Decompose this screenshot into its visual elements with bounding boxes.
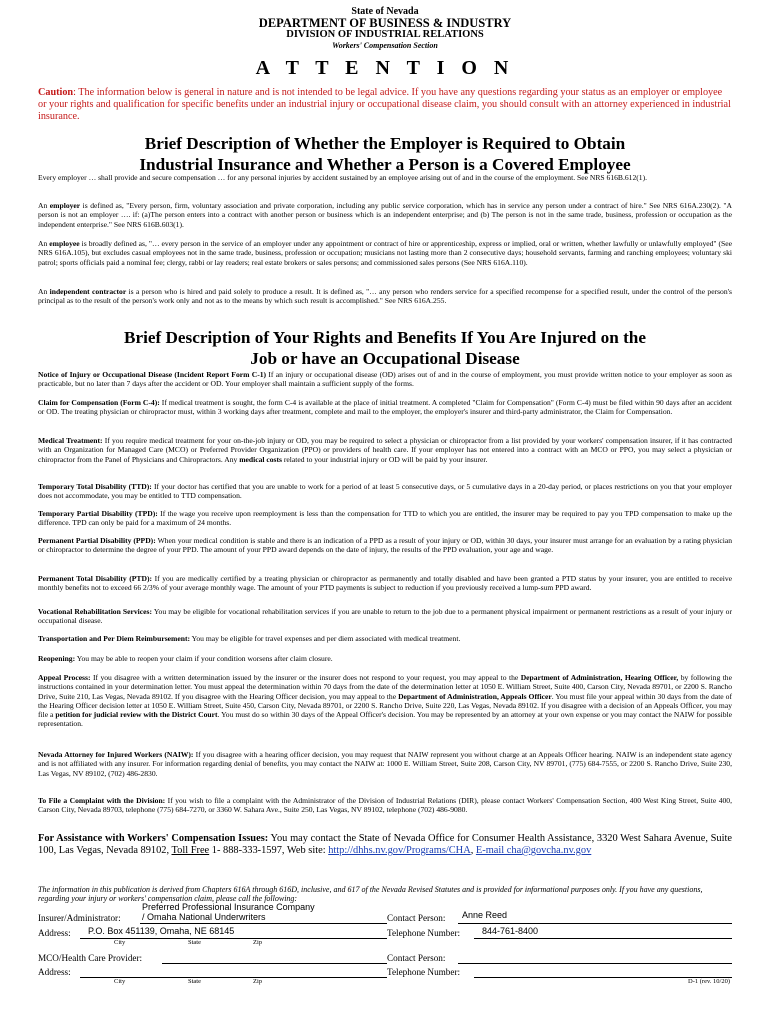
- header-department: DEPARTMENT OF BUSINESS & INDUSTRY: [258, 16, 512, 30]
- section1-paragraph-contractor: [38, 287, 732, 306]
- contact-person-label: Contact Person:: [387, 913, 446, 923]
- item-transportation: [38, 634, 732, 643]
- item-text: . You must file your appeal within 30 days from the date of the Hearing Officer decision letter at 1050 E. William Street, Suite 450, Carson City, Nevada 89701, or 2200 S. Rancho Drive, Suite 220, Las Vegas, Nevada 89102. If you disagree with a decision of an Appeals Officer, you may file a: [38, 691, 732, 720]
- item-bold: Notice of Injury or Occupational Disease (Incident Report Form C-1): [38, 370, 267, 379]
- p4-pre: An: [38, 287, 50, 296]
- item-text: If medical treatment is sought, the form C-4 is available at the place of initial treatment. A completed "Claim for Compensation" (Form C-4) must be filed within 90 days after an accident or OD. The treating physician or chiropractor must, within 3 working days after treatment, complete and mail to the employer, the employer's insurer and third-party administrator, the Claim for Compensation.: [38, 398, 733, 417]
- item-bold: petition for judicial review with the District Court: [55, 710, 218, 720]
- item-text: . You must do so within 30 days of the Appeal Officer's decision. You may be represented by an attorney at your own expense or you may contact the NAIW for possible representation.: [38, 710, 732, 729]
- section2-title-line1: Brief Description of Your Rights and Benefits If You Are Injured on the: [123, 328, 646, 347]
- city2-label: City: [114, 978, 126, 985]
- zip2-label: Zip: [253, 978, 263, 985]
- cha-email-link[interactable]: E-mail cha@govcha.nv.gov: [475, 845, 592, 856]
- item-text: If you require medical treatment for your on-the-job injury or OD, you may be required to select a physician or chiropractor from a list provided by your workers' compensation insurer, if it has contracted with an Organization for Managed Care (MCO) or Preferred Provider Organization (PPO) or providers of health care. If your employer has not entered into a contract with an MCO or PPO, you may select a physician or chiropractor from the Panel of Physicians and Chiropractors. Any: [38, 436, 732, 464]
- contact-person-line: [458, 923, 732, 924]
- item-bold: Nevada Attorney for Injured Workers (NAIW):: [38, 750, 194, 759]
- telephone-line: [474, 938, 732, 939]
- assistance-text3: ,: [470, 845, 476, 856]
- toll-free-label: Toll Free: [171, 845, 210, 856]
- p3-pre: An: [38, 239, 50, 248]
- assistance-text2: 1- 888-333-1597, Web site:: [209, 845, 329, 856]
- item-text: If you are medically certified by a treating physician or chiropractor as permanently and totally disabled and have been granted a PTD status by your insurer, you are entitled to receive monthly benefits not to exceed 66 2/3% of your average monthly wage. The amount of your PTD payments is subject to reduction if you previously received a lump-sum PPD award.: [38, 574, 732, 593]
- address-line: [80, 938, 387, 939]
- insurer-line: [140, 923, 387, 924]
- p2-text: is defined as, "Every person, firm, voluntary association and private corporation, including any public service corporation, which has in service any person under a contract of hire." See NRS 616A.230(2). "A person is not an employer …. if: (a)The person enters into a contract with another person or business which is an independent enterprise; and (b) The person is not in the same trade, business, profession or occupation as the independent enterprise." See NRS 616B.603(1).: [38, 201, 732, 229]
- item-text: If the wage you receive upon reemployment is less than the compensation for TTD to which you are entitled, the insurer may be required to pay you TPD compensation to make up the difference. TPD can only be paid for a maximum of 24 months.: [38, 509, 732, 528]
- employee-term: employee: [49, 239, 80, 248]
- item-text: If your doctor has certified that you are unable to work for a period of at least 5 consecutive days, or 5 cumulative days in a 20-day period, or places restrictions on you that your employer does not accommodate, you may be entitled to TTD compensation.: [38, 482, 732, 501]
- section1-title: [38, 133, 732, 175]
- section1-paragraph-employee: [38, 239, 732, 267]
- item-appeal-process: [38, 673, 732, 729]
- address2-line[interactable]: [80, 977, 387, 978]
- state2-label: State: [188, 978, 201, 985]
- item-text: If an injury or occupational disease (OD) arises out of and in the course of employment, you must provide written notice to your employer as soon as practicable, but no later than 7 days after the accident or OD. Your employer shall maintain a sufficient supply of the forms.: [38, 370, 732, 389]
- section2-title: [38, 327, 732, 369]
- caution-label: Caution: [38, 87, 74, 98]
- item-ptd: [38, 574, 732, 593]
- contact-person2-line[interactable]: [458, 963, 732, 964]
- item-tpd: [38, 509, 732, 528]
- item-bold: Reopening:: [38, 654, 76, 663]
- footnote: The information in this publication is derived from Chapters 616A through 616D, inclusive, and 617 of the Nevada Revised Statutes and is provided for informational purposes only. If you have any questions, regarding your injury or workers' compensation claim, please call the following:: [38, 885, 703, 903]
- assistance-paragraph: [38, 833, 732, 857]
- item-claim-for-compensation: [38, 398, 732, 417]
- attention-heading: A T T E N T I O N: [255, 57, 515, 79]
- item-text: You may be eligible for travel expenses and per diem associated with medical treatment.: [190, 634, 461, 643]
- item-text: You may be able to reopen your claim if your condition worsens after claim closure.: [75, 654, 333, 663]
- item-bold: Transportation and Per Diem Reimbursement:: [38, 634, 191, 643]
- item-text: If you wish to file a complaint with the Administrator of the Division of Industrial Relations (DIR), please contact Workers' Compensation Section, 400 West King Street, Suite 400, Carson City, Nevada 89703, telephone (775) 684-7270, or 3360 W. Sahara Ave., Suite 250, Las Vegas, NV 89102, telephone (702) 486-9080.: [38, 796, 732, 815]
- form-code: D-1 (rev. 10/20): [688, 978, 730, 985]
- item-ttd: [38, 482, 732, 501]
- p2-pre: An: [38, 201, 50, 210]
- address2-label: Address:: [38, 967, 71, 977]
- item-bold: Permanent Total Disability (PTD):: [38, 574, 153, 583]
- state-label: State: [188, 939, 201, 946]
- item-bold: Appeal Process:: [38, 673, 91, 682]
- assistance-bold: For Assistance with Workers' Compensation Issues:: [38, 833, 269, 844]
- section1-title-line2: Industrial Insurance and Whether a Person is a Covered Employee: [139, 155, 631, 174]
- item-bold: Permanent Partial Disability (PPD):: [38, 536, 156, 545]
- item-bold: Medical Treatment:: [38, 436, 103, 445]
- item-text: If you disagree with a written determination issued by the insurer or the insurer does not respond to your request, you may appeal to the: [90, 673, 521, 682]
- telephone-label: Telephone Number:: [387, 928, 461, 938]
- item-file-complaint: [38, 796, 732, 815]
- item-bold: Temporary Total Disability (TTD):: [38, 482, 152, 491]
- address-field[interactable]: P.O. Box 451139, Omaha, NE 68145: [88, 926, 235, 936]
- insurer-label: Insurer/Administrator:: [38, 913, 121, 923]
- address-label: Address:: [38, 928, 71, 938]
- mco-label: MCO/Health Care Provider:: [38, 953, 143, 963]
- item-notice-of-injury: [38, 370, 732, 389]
- item-bold: Department of Administration, Hearing Officer,: [520, 673, 679, 682]
- caution-paragraph: [38, 87, 732, 123]
- telephone2-label: Telephone Number:: [387, 967, 461, 977]
- header-state: State of Nevada: [351, 6, 419, 17]
- telephone-field[interactable]: 844-761-8400: [482, 926, 539, 936]
- employer-term: employer: [49, 201, 81, 210]
- item-text: When your medical condition is stable and there is an indication of a PPD as a result of your injury or OD, within 30 days, your insurer must arrange for an evaluation by a rating physician or chiropractor to determine the degree of your PPD. The amount of your PPD award depends on the date of injury, the results of the PPD evaluation, your age and wage.: [38, 536, 732, 555]
- item-medical-treatment: [38, 436, 732, 464]
- section1-paragraph-1: Every employer … shall provide and secure compensation … for any personal injuries by accident sustained by an employee arising out of and in the course of the employment. See NRS 616B.612(1).: [38, 173, 648, 182]
- item-ppd: [38, 536, 732, 555]
- item-bold: Temporary Partial Disability (TPD):: [38, 509, 158, 518]
- p3-text: is broadly defined as, "… every person in the service of an employer under any appointment or contract of hire or apprenticeship, express or implied, oral or written, whether lawfully or unlawfully employed" (See NRS 616A.105), but excludes casual employees not in the same trade, business, profession or occupation; musicians not lasting more than 2 consecutive days; household servants, farming and ranching employees; voluntary ski patrol; sports officials paid a nominal fee; clergy, rabbi or lay readers; real estate brokers or sales persons; and commissioned sales persons (See NRS 616A.110).: [38, 239, 733, 267]
- city-label: City: [114, 939, 126, 946]
- item-text: If you disagree with a hearing officer decision, you may request that NAIW represent you without charge at an Appeals Officer hearing. NAIW is an independent state agency and is not affiliated with any insurer. For information regarding denial of benefits, you may contact the NAIW at: 1000 E. William Street, Suite 208, Carson City, NV 89701, (775) 684-7555, or 2200 S. Rancho Drive, Suite 230, Las Vegas, NV 89102, (702) 486-2830.: [38, 750, 733, 778]
- item-text: by following the instructions contained in your determination letter. You must appeal the determination within 70 days from the date of the determination letter at 1050 E. William Street, Suite 400, Carson City, Nevada 89701, or 2200 S. Rancho Drive, Suite 210, Las Vegas, Nevada 89102. If you disagree with the Hearing Officer decision, you may appeal to the: [38, 673, 732, 701]
- section2-title-line2: Job or have an Occupational Disease: [250, 349, 520, 368]
- section1-paragraph-employer: [38, 201, 732, 229]
- item-bold: To File a Complaint with the Division:: [38, 796, 166, 805]
- item-reopening: [38, 654, 732, 663]
- item-bold: medical costs: [239, 454, 282, 464]
- insurer-company-value[interactable]: Preferred Professional Insurance Company: [142, 902, 315, 912]
- item-naiw: [38, 750, 732, 778]
- item-bold: Claim for Compensation (Form C-4):: [38, 398, 160, 407]
- contact-person2-label: Contact Person:: [387, 953, 446, 963]
- contact-person-field[interactable]: Anne Reed: [462, 910, 508, 920]
- item-vocational-rehab: [38, 607, 732, 626]
- assistance-text: You may contact the State of Nevada Office for Consumer Health Assistance, 3320 West Sahara Avenue, Suite 100, Las Vegas, Nevada 89102,: [38, 833, 733, 856]
- header-section: Workers' Compensation Section: [332, 41, 438, 50]
- zip-label: Zip: [253, 939, 263, 946]
- caution-text: : The information below is general in nature and is not intended to be legal advice. If you have any questions regarding your status as an employer or employee or your rights and qualification for specific benefits under an industrial injury or occupational disease claim, you should consult with an attorney experienced in industrial insurance.: [38, 87, 731, 122]
- section1-title-line1: Brief Description of Whether the Employer is Required to Obtain: [144, 134, 626, 153]
- item-bold: Vocational Rehabilitation Services:: [38, 607, 153, 616]
- insurer-field[interactable]: / Omaha National Underwriters: [142, 912, 266, 922]
- header-division: DIVISION OF INDUSTRIAL RELATIONS: [286, 29, 484, 40]
- item-bold: Department of Administration, Appeals Officer: [398, 691, 552, 701]
- mco-line[interactable]: [162, 963, 387, 964]
- p4-text: is a person who is hired and paid solely to produce a result. It is defined as, "… any person who renders service for a specified recompense for a specified result, under the control of the person's principal as to the result of the person's work only and not as to the means by which such result is accomplished." See NRS 616A.255.: [38, 287, 732, 306]
- item-text: You may be eligible for vocational rehabilitation services if you are unable to return to the job due to a permanent physical impairment or permanent restrictions as a result of your injury or occupational disease.: [38, 607, 732, 626]
- item-text: related to your industrial injury or OD will be paid by your insurer.: [282, 454, 488, 464]
- cha-website-link[interactable]: http://dhhs.nv.gov/Programs/CHA: [328, 845, 471, 856]
- contractor-term: independent contractor: [49, 287, 127, 296]
